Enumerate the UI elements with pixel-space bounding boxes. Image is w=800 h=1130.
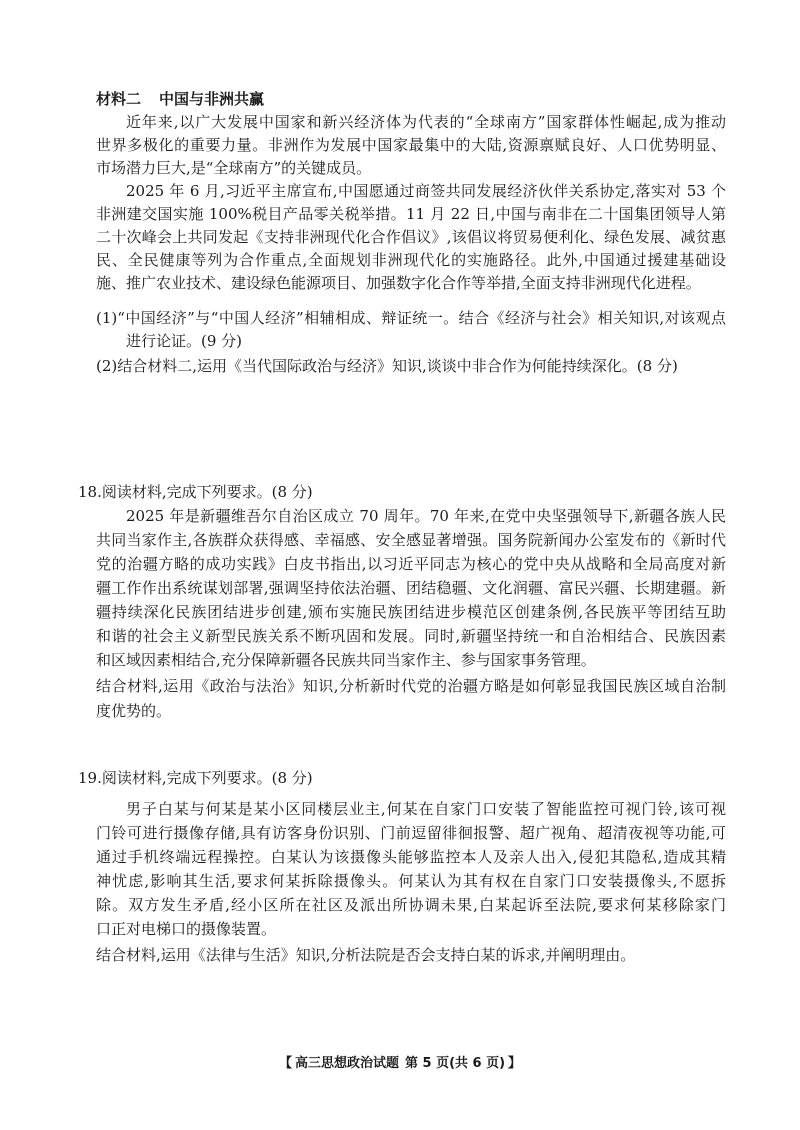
material2-label: 材料二 [96, 90, 142, 108]
material2-para2-line: 民、全民健康等列为合作重点,全面规划非洲现代化的实施路径。此外,中国通过援建基础设 [96, 251, 726, 269]
question-19-para-line: 口正对电梯口的摄像装置。 [96, 920, 277, 938]
question-19-para-line: 除。双方发生矛盾,经小区所在社区及派出所协调未果,白某起诉至法院,要求何某移除家门 [96, 896, 726, 914]
question-18-para-line: 和区域因素相结合,充分保障新疆各民族共同当家作主、参与国家事务管理。 [96, 651, 596, 669]
question-18-para-line: 共同当家作主,各族群众获得感、幸福感、安全感显著增强。国务院新闻办公室发布的《新时代 [96, 531, 726, 549]
question-18-para-line: 2025 年是新疆维吾尔自治区成立 70 周年。70 年来,在党中央坚强领导下,新疆各族人民 [126, 507, 726, 525]
question-19-para-line: 神忧虑,影响其生活,要求何某拆除摄像头。何某认为其有权在自家门口安装摄像头,不愿拆 [96, 872, 726, 890]
question-18-task-line: 度优势的。 [96, 702, 172, 720]
material2-para2-line: 2025 年 6 月,习近平主席宣布,中国愿通过商签共同发展经济伙伴关系协定,落实对 53 个 [126, 182, 726, 200]
question-19-para-line: 通过手机终端远程操控。白某认为该摄像头能够监控本人及亲人出入,侵犯其隐私,造成其精 [96, 848, 726, 866]
footer-bracket-close: 】 [508, 1056, 522, 1071]
question-19-heading: 19.阅读材料,完成下列要求。(8 分) [78, 769, 313, 787]
question-19-para-line: 男子白某与何某是某小区同楼层业主,何某在自家门口安装了智能监控可视门铃,该可视 [126, 800, 726, 818]
footer-exam-title: 高三思想政治试题 [294, 1056, 399, 1071]
question-19-task: 结合材料,运用《法律与生活》知识,分析法院是否会支持白某的诉求,并阐明理由。 [96, 946, 636, 964]
footer-bracket-open: 【 [278, 1056, 292, 1071]
question-18-para-line: 党的治疆方略的成功实践》白皮书指出,以习近平同志为核心的党中央从战略和全局高度对新 [96, 555, 726, 573]
question-18-para-line: 疆持续深化民族团结进步创建,颁布实施民族团结进步模范区创建条例,各民族平等团结互助 [96, 603, 726, 621]
question-18-heading: 18.阅读材料,完成下列要求。(8 分) [78, 483, 313, 501]
question-18-task-line: 结合材料,运用《政治与法治》知识,分析新时代党的治疆方略是如何彰显我国民族区域自治制 [96, 677, 726, 695]
question-18-para-line: 疆工作作出系统谋划部署,强调坚持依法治疆、团结稳疆、文化润疆、富民兴疆、长期建疆。新 [96, 579, 726, 597]
question-18-para-line: 和谐的社会主义新型民族关系不断巩固和发展。同时,新疆坚持统一和自治相结合、民族因素 [96, 627, 726, 645]
material2-para2-line: 施、推广农业技术、建设绿色能源项目、加强数字化合作等举措,全面支持非洲现代化进程。 [96, 274, 701, 292]
material2-para1-line: 市场潜力巨大,是“全球南方”的关键成员。 [96, 159, 372, 177]
material2-para2-line: 非洲建交国实施 100%税目产品零关税举措。11 月 22 日,中国与南非在二十国集团领导人第 [96, 205, 726, 223]
page-footer [0, 1055, 800, 1073]
material2-heading [96, 88, 264, 110]
footer-page-number: 第 5 页(共 6 页) [404, 1056, 506, 1071]
question-1-line: (1)“中国经济”与“中国人经济”相辅相成、辩证统一。结合《经济与社会》相关知识,对该观点 [96, 309, 726, 327]
material2-title: 中国与非洲共赢 [159, 90, 265, 108]
question-2: (2)结合材料二,运用《当代国际政治与经济》知识,谈谈中非合作为何能持续深化。(8 分) [96, 357, 678, 375]
material2-para1-line: 近年来,以广大发展中国家和新兴经济体为代表的“全球南方”国家群体性崛起,成为推动 [126, 113, 726, 131]
question-1-line: 进行论证。(9 分) [126, 332, 243, 350]
material2-para1-line: 世界多极化的重要力量。非洲作为发展中国家最集中的大陆,资源禀赋良好、人口优势明显、 [96, 136, 726, 154]
question-19-para-line: 门铃可进行摄像存储,具有访客身份识别、门前逗留徘徊报警、超广视角、超清夜视等功能,可 [96, 824, 726, 842]
material2-para2-line: 二十次峰会上共同发起《支持非洲现代化合作倡议》,该倡议将贸易便利化、绿色发展、减贫惠 [96, 228, 726, 246]
